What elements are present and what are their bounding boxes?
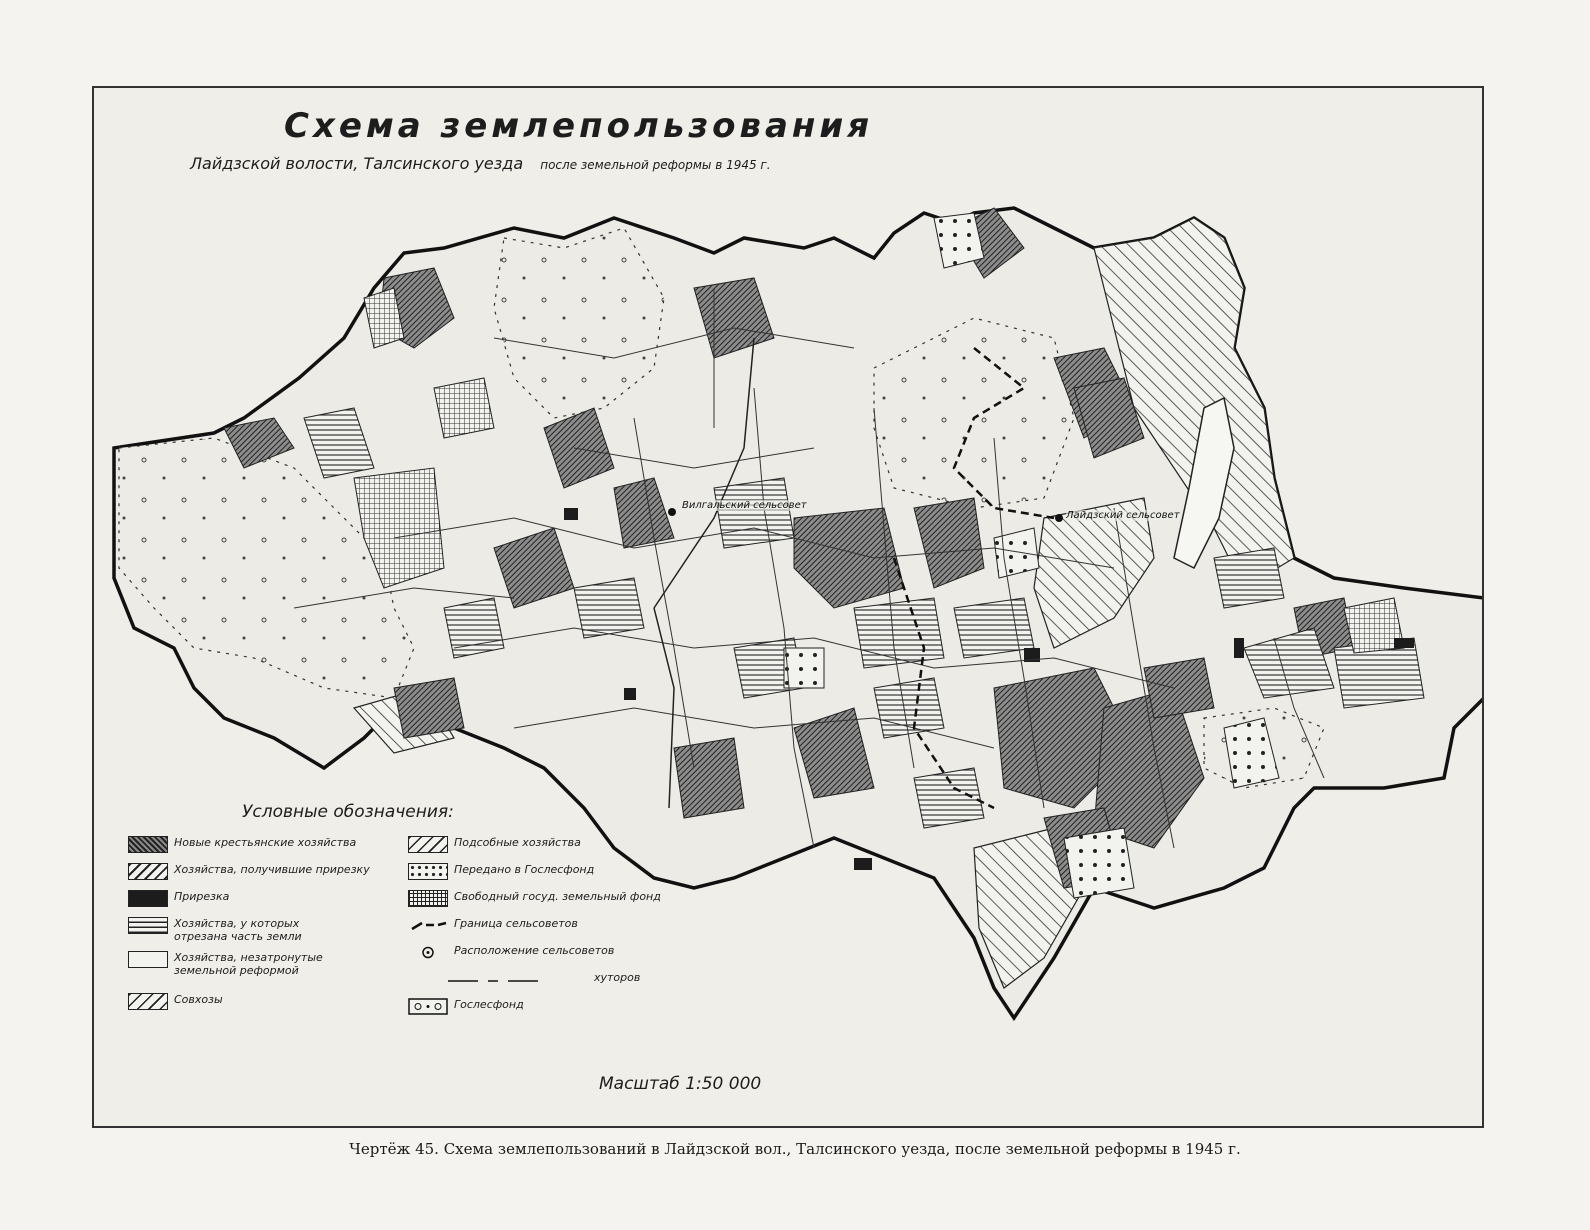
- legend-label: Совхозы: [174, 993, 223, 1006]
- legend-label: Хозяйства, получившие прирезку: [174, 863, 370, 876]
- legend-swatch: [408, 836, 448, 853]
- legend-item: [128, 951, 370, 991]
- village-council-marker: [668, 508, 676, 516]
- legend-label: Передано в Гослесфонд: [454, 863, 595, 876]
- legend-column-left: [128, 836, 370, 1020]
- legend-item: [408, 836, 661, 861]
- boundary-line-symbol: [408, 917, 448, 934]
- council-location-symbol: [408, 944, 448, 961]
- legend-item: [408, 998, 661, 1023]
- legend-swatch: [128, 917, 168, 934]
- legend-swatch: [128, 863, 168, 880]
- legend-label: Прирезка: [174, 890, 230, 903]
- legend-item: [128, 917, 370, 949]
- legend-column-right: [408, 836, 661, 1025]
- legend-item: [128, 890, 370, 915]
- legend-swatch: [128, 890, 168, 907]
- legend-label: Граница сельсоветов: [454, 917, 578, 930]
- legend-swatch: [408, 863, 448, 880]
- village-council-marker: [1055, 514, 1063, 522]
- legend-item: [408, 971, 661, 996]
- legend-swatch: [128, 836, 168, 853]
- legend-label: Новые крестьянские хозяйства: [174, 836, 357, 849]
- subtitle-main: Лайдзской волости, Талсинского уезда: [190, 154, 524, 173]
- legend-item: [408, 890, 661, 915]
- legend-label: Расположение сельсоветов: [454, 944, 615, 957]
- legend-swatch: [128, 993, 168, 1010]
- legend-title: Условные обозначения:: [242, 802, 454, 822]
- map-title: Схема землепользования: [284, 106, 874, 146]
- map-subtitle: [190, 154, 771, 173]
- legend-label: Свободный госуд. земельный фонд: [454, 890, 661, 903]
- legend-item: [408, 863, 661, 888]
- legend-label: Хозяйства, незатронутые земельной реформой: [174, 951, 323, 977]
- farmstead-line-symbol: [408, 971, 588, 988]
- legend-label: Хозяйства, у которых отрезана часть земли: [174, 917, 302, 943]
- legend-item: [128, 863, 370, 888]
- legend-item: [408, 917, 661, 942]
- figure-caption: Чертёж 45. Схема землепользований в Лайдзской вол., Талсинского уезда, после земельной реформы в 1945 г.: [349, 1140, 1241, 1158]
- legend-item: [128, 836, 370, 861]
- legend-item: [408, 944, 661, 969]
- legend-swatch: [128, 951, 168, 968]
- legend-label: Подсобные хозяйства: [454, 836, 581, 849]
- legend-label: хуторов: [594, 971, 641, 984]
- legend-item: [128, 993, 370, 1018]
- map-scale: Масштаб 1:50 000: [599, 1074, 762, 1094]
- legend-label: Гослесфонд: [454, 998, 524, 1011]
- forest-fund-symbol: [408, 998, 448, 1015]
- village-council-label: Вилгальский сельсовет: [682, 500, 807, 511]
- legend-swatch: [408, 890, 448, 907]
- village-council-label: Лайдзский сельсовет: [1066, 510, 1180, 521]
- map-frame: [92, 86, 1484, 1128]
- subtitle-small: после земельной реформы в 1945 г.: [540, 158, 771, 172]
